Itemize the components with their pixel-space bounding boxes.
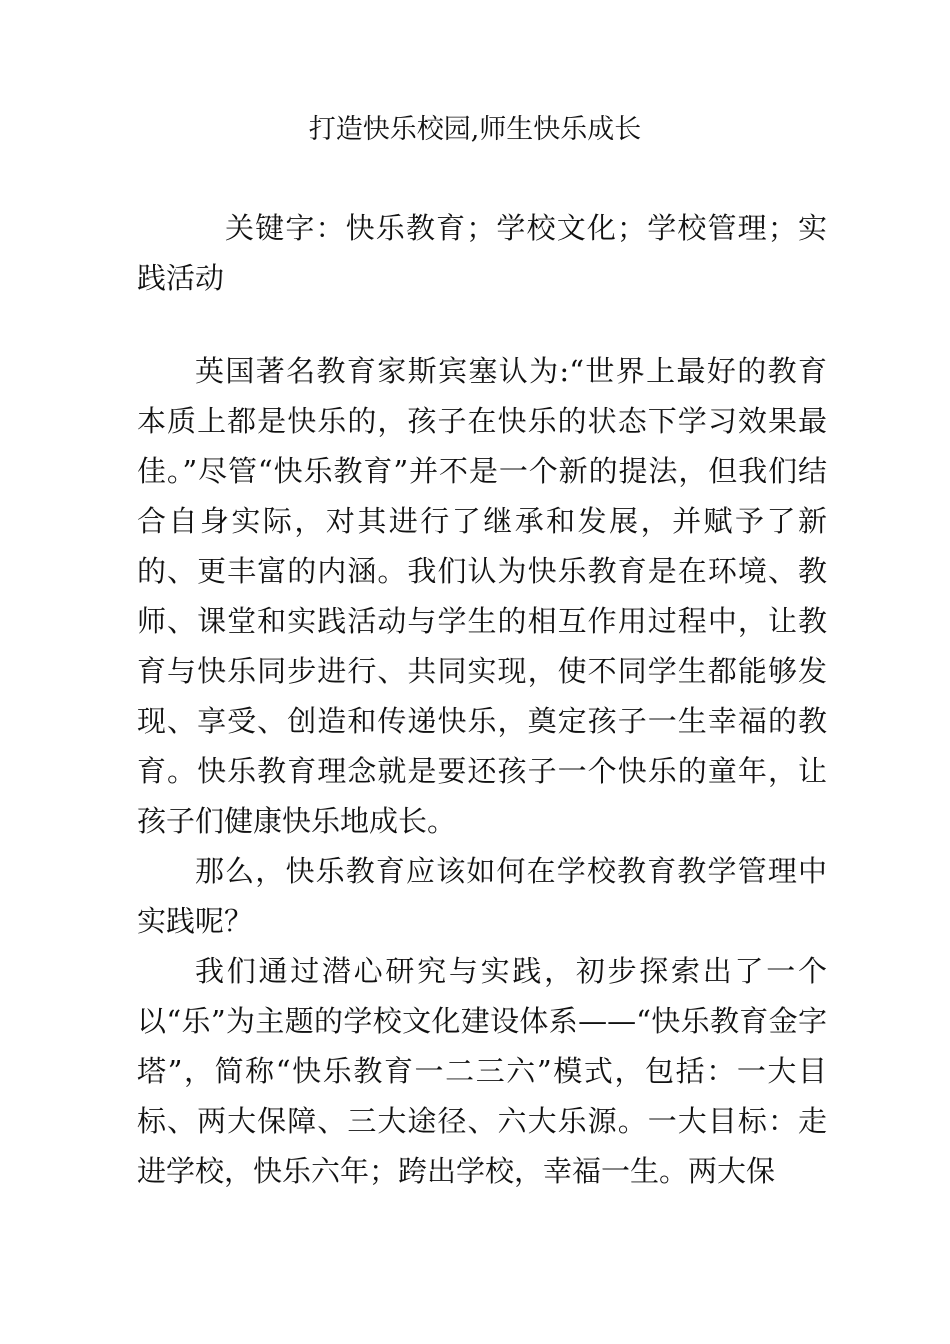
paragraph-intro: 英国著名教育家斯宾塞认为:“世界上最好的教育本质上都是快乐的，孩子在快乐的状态下学习效果最佳。”尽管“快乐教育”并不是一个新的提法，但我们结合自身实际，对其进行了继承和发展，并赋予了新的、更丰富的内涵。我们认为快乐教育是在环境、教师、课堂和实践活动与学生的相互作用过程中，让教育与快乐同步进行、共同实现，使不同学生都能够发现、享受、创造和传递快乐，奠定孩子一生幸福的教育。快乐教育理念就是要还孩子一个快乐的童年，让孩子们健康快乐地成长。: [137, 354, 827, 838]
paragraph-question: 那么，快乐教育应该如何在学校教育教学管理中实践呢？: [137, 854, 827, 938]
paragraph-model: 我们通过潜心研究与实践，初步探索出了一个以“乐”为主题的学校文化建设体系——“快乐教育金字塔”，简称“快乐教育一二三六”模式，包括：一大目标、两大保障、三大途径、六大乐源。一大目标：走进学校，快乐六年；跨出学校，幸福一生。两大保: [137, 954, 827, 1188]
document-body: [137, 346, 827, 1196]
document-title: 打造快乐校园,师生快乐成长: [308, 114, 642, 145]
keywords-line: 关键字：快乐教育；学校文化；学校管理；实践活动: [137, 211, 827, 295]
